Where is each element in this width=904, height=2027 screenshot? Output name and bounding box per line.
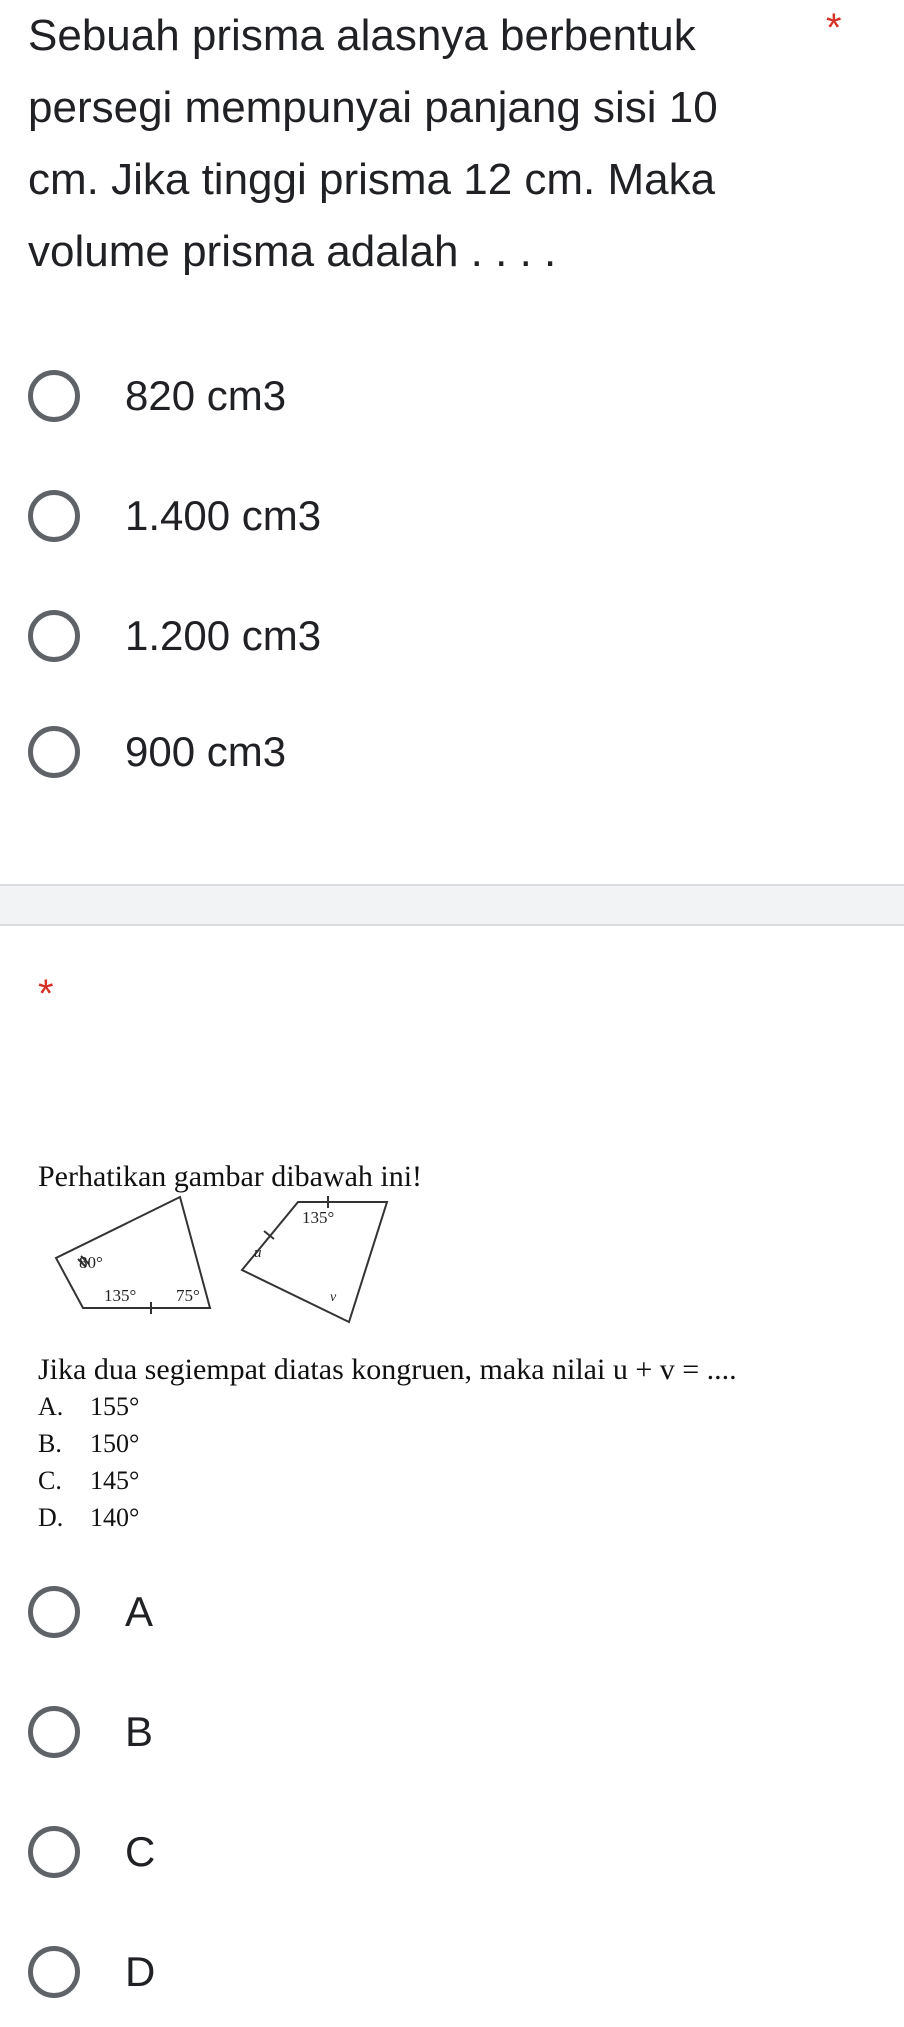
option-label: A (125, 1588, 154, 1635)
option-d[interactable] (28, 1940, 155, 2004)
option-b[interactable] (28, 1700, 153, 1764)
option-label: D (125, 1948, 156, 1995)
radio-button[interactable] (28, 1946, 80, 1998)
option-900-cm3[interactable] (28, 720, 286, 784)
required-asterisk: * (826, 6, 842, 50)
required-asterisk: * (38, 972, 54, 1016)
radio-button[interactable] (28, 726, 80, 778)
option-a[interactable] (28, 1580, 153, 1644)
angle-label-v: v (330, 1290, 337, 1305)
radio-button[interactable] (28, 610, 80, 662)
angle-label-80: 80° (79, 1253, 103, 1272)
angle-label-135-right: 135° (302, 1208, 335, 1227)
image-instruction: Perhatikan gambar dibawah ini! (38, 1160, 423, 1193)
angle-label-135-left: 135° (104, 1286, 137, 1305)
radio-button[interactable] (28, 370, 80, 422)
option-label: 1.200 cm3 (125, 612, 322, 659)
angle-label-u: u (254, 1245, 262, 1261)
image-question-text: Jika dua segiempat diatas kongruen, maka nilai u + v = .... (38, 1353, 737, 1386)
option-label: 900 cm3 (125, 728, 287, 775)
radio-button[interactable] (28, 1706, 80, 1758)
congruent-quadrilaterals-figure (28, 1193, 428, 1343)
angle-label-75: 75° (176, 1286, 200, 1305)
option-label: 820 cm3 (125, 372, 287, 419)
question-card-1 (0, 0, 904, 884)
question-title: Sebuah prisma alasnya berbentuk persegi mempunyai panjang sisi 10 cm. Jika tinggi prisma 12 cm. Maka volume prisma adalah . . . . (28, 11, 718, 276)
option-820-cm3[interactable] (28, 364, 286, 428)
image-choice-d: D. 140° (38, 1503, 140, 1532)
radio-button[interactable] (28, 1586, 80, 1638)
option-label: B (125, 1708, 154, 1755)
card-separator (0, 884, 904, 926)
image-choice-a: A. 155° (38, 1392, 140, 1421)
image-choice-c: C. 145° (38, 1466, 140, 1495)
question-image (28, 1148, 808, 1538)
option-c[interactable] (28, 1820, 155, 1884)
option-1400-cm3[interactable] (28, 484, 321, 548)
image-choice-b: B. 150° (38, 1429, 140, 1458)
option-label: 1.400 cm3 (125, 492, 322, 539)
option-label: C (125, 1828, 156, 1875)
radio-button[interactable] (28, 1826, 80, 1878)
option-1200-cm3[interactable] (28, 604, 321, 668)
radio-button[interactable] (28, 490, 80, 542)
